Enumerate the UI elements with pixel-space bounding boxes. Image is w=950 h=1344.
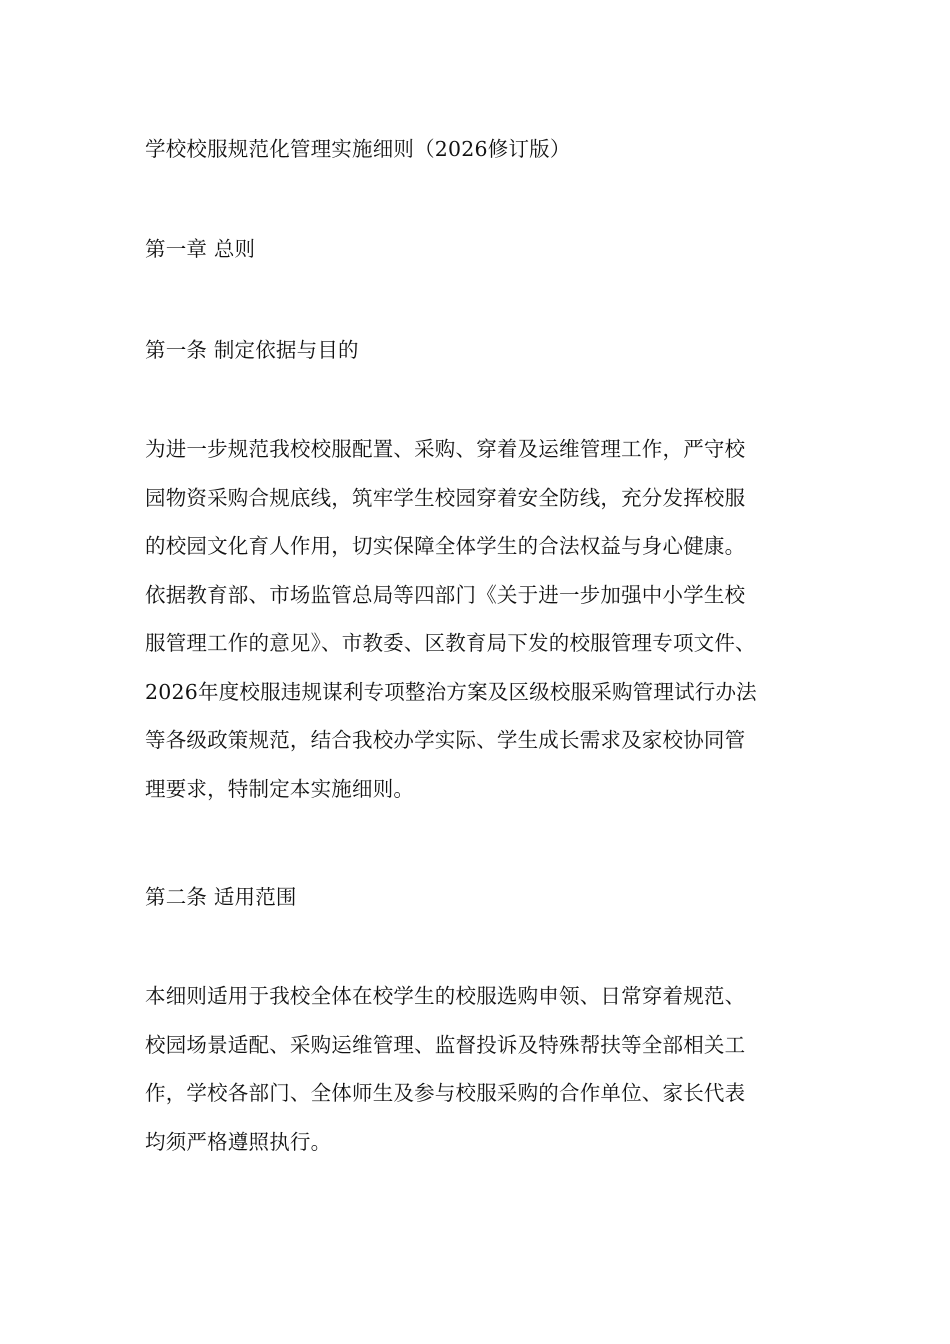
paragraph-line: 均须严格遵照执行。 [145,1129,332,1154]
paragraph-line: 本细则适用于我校全体在校学生的校服选购申领、日常穿着规范、 [145,984,746,1008]
paragraph-line: 为进一步规范我校校服配置、采购、穿着及运维管理工作，严守校 [145,437,746,461]
article-1-heading [145,326,825,375]
paragraph-line: 2026年度校服违规谋利专项整治方案及区级校服采购管理试行办法 [145,679,757,704]
document-title-text: 学校校服规范化管理实施细则（2026修订版） [145,137,571,161]
article-1-heading-text: 第一条 制定依据与目的 [145,338,359,362]
paragraph-line: 理要求，特制定本实施细则。 [145,776,415,801]
paragraph-line: 等各级政策规范，结合我校办学实际、学生成长需求及家校协同管 [145,728,746,752]
document-title [145,125,825,174]
paragraph-line: 校园场景适配、采购运维管理、监督投诉及特殊帮扶等全部相关工 [145,1032,746,1057]
paragraph-line: 的校园文化育人作用，切实保障全体学生的合法权益与身心健康。 [145,534,746,558]
article-1-paragraph [145,425,825,813]
article-2-heading-text: 第二条 适用范围 [145,885,297,909]
paragraph-line: 园物资采购合规底线，筑牢学生校园穿着安全防线，充分发挥校服 [145,485,746,510]
article-2-paragraph [145,972,825,1166]
paragraph-line: 服管理工作的意见》、市教委、区教育局下发的校服管理专项文件、 [145,631,756,655]
paragraph-line: 作，学校各部门、全体师生及参与校服采购的合作单位、家长代表 [145,1081,746,1105]
chapter-heading-text: 第一章 总则 [145,237,256,261]
chapter-heading [145,225,825,274]
article-2-heading [145,873,825,922]
paragraph-line: 依据教育部、市场监管总局等四部门《关于进一步加强中小学生校 [145,582,746,607]
